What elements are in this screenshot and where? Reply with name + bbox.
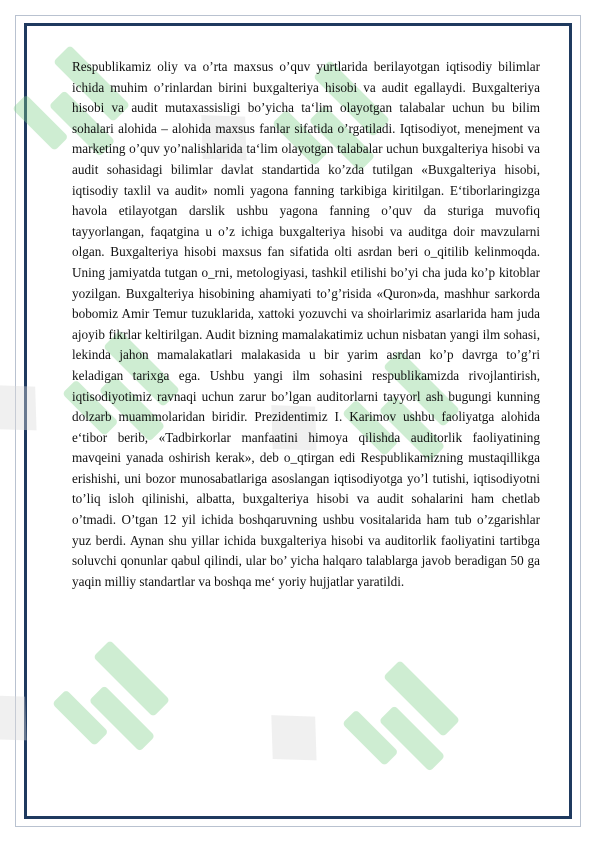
body-paragraph: Respublikamiz oliy va o’rta maxsus o’quv yurtlarida berilayotgan iqtisodiy bilimlar ichida muhim o’rinlardan birini buxgalteriya hisobi va audit egallaydi. Buxgalteriya hisobi va audit mutaxassisligi bo’yicha ta‘lim olayotgan talabalar uchun bu bilim sohalari alohida – alohida maxsus fanlar sifatida o’rgatiladi. Iqtisodiyot, menejment va marketing o’quv yo’nalishlarida ta‘lim olayotgan talabalar uchun buxgalteriya hisobi va audit sohasidagi bilimlar davlat standartida ko’zda tutilgan «Buxgalteriya hisobi, iqtisodiy taxlil va audit» nomli yagona fanning tarkibiga kiritilgan. E‘tiborlaringizga havola etilayotgan darslik ushbu yagona fanning o’quv da sturiga muvofiq tayyorlangan, faqatgina u o’z ichiga buxgalteriya hisobi va auditga doir mavzularni olgan. Buxgalteriya hisobi maxsus fan sifatida olti asrdan beri o_qitilib kelinmoqda. Uning jamiyatda tutgan o_rni, metologiyasi, tashkil etilishi bo’yi cha juda ko’p kitoblar yozilgan. Buxgalteriya hisobining ahamiyati to’g’risida «Quron»da, mashhur sarkorda bobomiz Amir Temur tuzuklarida, xattoki yozuvchi va shoirlarimiz asarlarida ham juda ajoyib fikrlar keltirilgan. Audit bizning mamalakatimiz uchun nisbatan yangi ilm sohasi, lekinda jahon mamalakatlari malakasida u bir yarim asrdan ko’p davrga to’g’ri keladigan tarixga ega. Ushbu yangi ilm sohasini respublikamizda rivojlantirish, iqtisodiyotimiz ravnaqi uchun zarur bo’lgan auditorlarni tayyorl ash bugungi kunning dolzarb muammolaridan biridir. Prezidentimiz I. Karimov ushbu faoliyatga alohida e‘tibor berib, «Tadbirkorlar manfaatini himoya qilishda auditorlik faoliyatining mavqeini yanada oshirish kerak», deb o_qtirgan edi Respublikamizning mustaqillikga erishishi, uni bozor munosabatlariga asoslangan iqtisodiyotga yo’l tutishi, iqtisodiyotni to’liq isloh qilinishi, albatta, buxgalteriya hisobi va audit sohalarini ham chetlab o’tmadi. O’tgan 12 yil ichida boshqaruvning ushbu vositalarida ham tub o’zgarishlar yuz berdi. Aynan shu yillar ichida buxgalteriya hisobi va auditorlik faoliyatini tartibga soluvchi qonunlar qabul qilindi, ular bo’ yicha halqaro talablarga javob beradigan 50 ga yaqin milliy standartlar va boshqa me‘ yoriy hujjatlar yaratildi.: [72, 59, 540, 589]
document-body: [72, 57, 540, 592]
